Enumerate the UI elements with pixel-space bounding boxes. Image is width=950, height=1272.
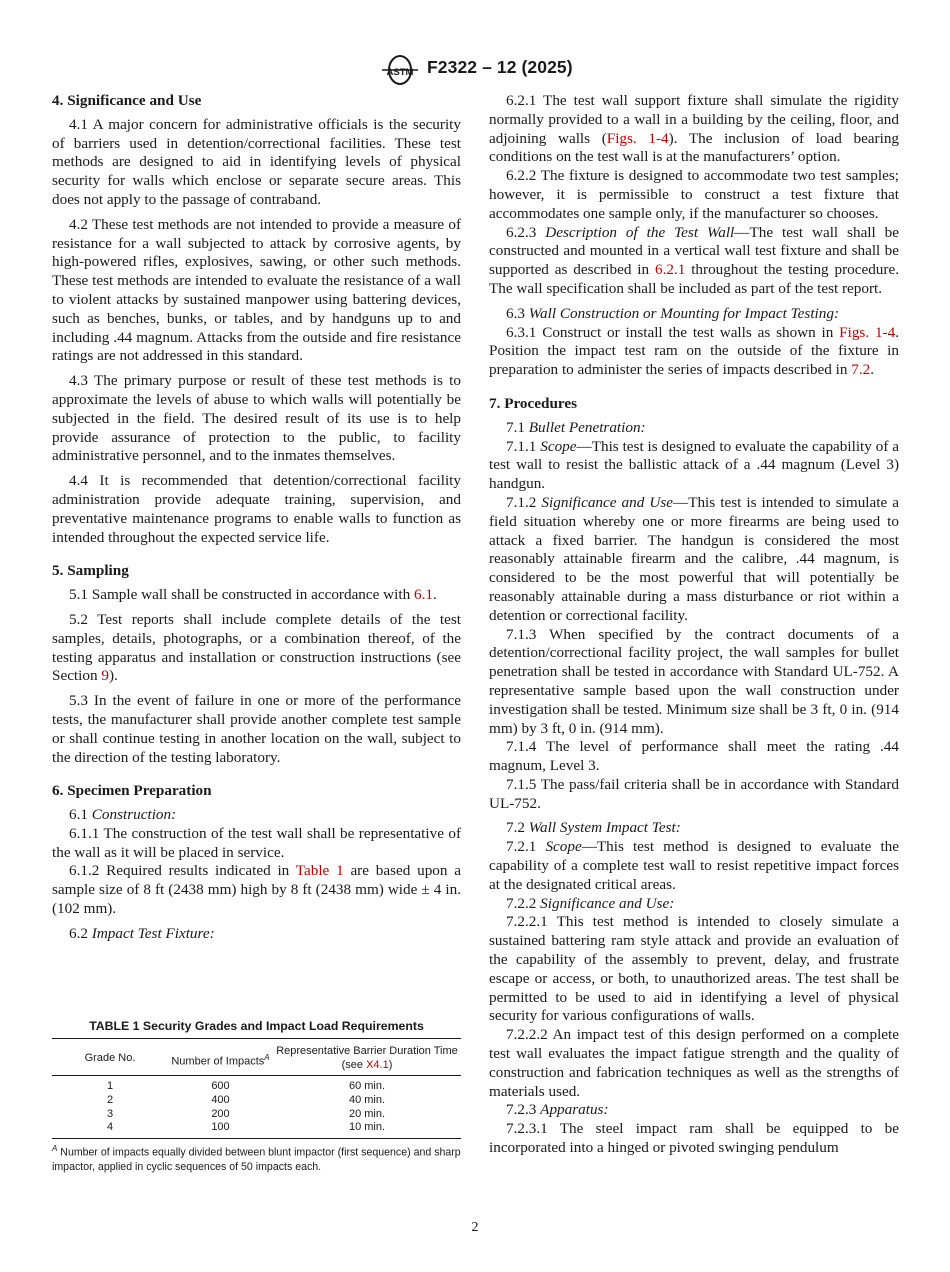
table-title: TABLE 1 Security Grades and Impact Load Requirements xyxy=(89,1019,424,1033)
paragraph-7-2-2-1: 7.2.2.1 This test method is intended to closely simulate a sustained battering ram style attack and provide an evaluation of the capability of the assembly to prevent, delay, and frustrate escape or access, or both, to unauthorized areas. The test shall be permitted to be used to aid in identifying a level of physical security for various configurations of walls. xyxy=(489,913,899,1025)
page-header xyxy=(0,55,950,85)
table-header-row xyxy=(52,1039,461,1075)
table-bottom-rule xyxy=(52,1138,461,1139)
paragraph-4-3: 4.3 The primary purpose or result of these test methods is to approximate the levels of abuse to which walls will potentially be subjected in the field. The desired result of its use is to help provide assurance of protection to the public, to facility administrative personnel, and to the inmates themselves. xyxy=(52,372,461,465)
paragraph-6-1-2: 6.1.2 Required results indicated in Table 1 are based upon a sample size of 8 ft (2438 mm) high by 8 ft (2438 mm) wide ± 4 in. (102 mm). xyxy=(52,862,462,918)
paragraph-5-1: 5.1 Sample wall shall be constructed in accordance with 6.1. xyxy=(69,586,437,604)
link-7-2[interactable]: 7.2 xyxy=(851,361,871,379)
paragraph-7-2-1: 7.2.1 Scope—This test method is designed to evaluate the capability of a complete test wall to resist repetitive impact forces at the designated critical areas. xyxy=(489,838,899,893)
paragraph-7-2-2: 7.2.2 Significance and Use: xyxy=(506,894,675,912)
standard-designation: F2322 – 12 (2025) xyxy=(427,57,573,77)
header-impacts: Number of Impacts$^A$ xyxy=(171,1053,270,1068)
table-body xyxy=(52,1076,461,1138)
paragraph-4-2: 4.2 These test methods are not intended to provide a measure of resistance for a wall subjected to attack by corrosive agents, by high-powered rifles, explosives, sawing, or other such methods. These test methods are intended to evaluate the resistance of a wall to violent attacks by sustained manpower using battering devices, such as benches, bunks, or tables, and by handguns up to and including .44 magnum. Attacks from the outside and fire resistance ratings are not addressed in this standard. xyxy=(52,215,461,365)
paragraph-7-1-4: 7.1.4 The level of performance shall meet the rating .44 magnum, Level 3. xyxy=(489,738,899,775)
paragraph-7-1-5: 7.1.5 The pass/fail criteria shall be in accordance with Standard UL-752. xyxy=(489,775,899,812)
paragraph-7-2-3: 7.2.3 Apparatus: xyxy=(506,1101,609,1119)
svg-text:ASTM: ASTM xyxy=(386,67,414,78)
paragraph-6-2-1: 6.2.1 The test wall support fixture shall simulate the rigidity normally provided to a wall in a building by the ceiling, floor, and adjoining walls (Figs. 1-4). The inclusion of load bearing conditions on the test wall is at the manufacturers’ option. xyxy=(489,92,900,166)
page-number: 2 xyxy=(471,1220,479,1235)
link-section-9[interactable]: 9 xyxy=(101,667,109,685)
right-column xyxy=(489,92,899,1158)
header-duration: Representative Barrier Duration Time (see X4.1) xyxy=(276,1045,458,1071)
link-6-2-1[interactable]: 6.2.1 xyxy=(654,261,686,279)
link-figs-1-4[interactable]: Figs. 1-4 xyxy=(606,129,669,147)
table-row: 2 400 40 min. xyxy=(106,1093,386,1106)
section-4-heading: 4. Significance and Use xyxy=(52,92,202,109)
paragraph-5-3: 5.3 In the event of failure in one or more of the performance tests, the manufacturer shall provide another complete test sample or shall continue testing in another location on the wall, subject to the direction of the testing laboratory. xyxy=(52,692,461,766)
paragraph-6-2: 6.2 Impact Test Fixture: xyxy=(69,924,215,942)
paragraph-6-2-3: 6.2.3 Description of the Test Wall—The test wall shall be constructed and mounted in a vertical wall test fixture and shall be supported as described in 6.2.1 throughout the testing procedure. The wall specification shall be included as part of the test report. xyxy=(489,223,899,297)
paragraph-6-1-1: 6.1.1 The construction of the test wall shall be representative of the wall as it will be placed in service. xyxy=(52,824,461,861)
table-1 xyxy=(52,1019,461,1174)
table-row: 3 200 20 min. xyxy=(106,1107,386,1120)
link-figs-1-4[interactable]: Figs. 1-4 xyxy=(839,323,896,341)
table-row: 1 600 60 min. xyxy=(106,1080,386,1092)
paragraph-7-1-3: 7.1.3 When specified by the contract documents of a detention/correctional facility project, the wall samples for bullet penetration shall be tested in accordance with Standard UL-752. A representative sample based upon the wall construction under investigation shall be tested. Minimum size shall be 3 ft, 0 in. (914 mm) by 3 ft, 0 in. (914 mm). xyxy=(489,625,899,737)
link-x4-1[interactable]: X4.1 xyxy=(366,1059,389,1071)
paragraph-4-4: 4.4 It is recommended that detention/correctional facility administration provide adequate training, supervision, and preventative maintenance programs to enable walls to function as intended throughout the expected service life. xyxy=(52,472,461,546)
table-footnote: $^A$ Number of impacts equally divided between blunt impactor (first sequence) and sharp impactor, applied in cyclic sequences of 50 impacts each. xyxy=(52,1144,461,1173)
paragraph-6-1: 6.1 Construction: xyxy=(69,806,177,824)
header-grade: Grade No. xyxy=(84,1052,136,1064)
left-column xyxy=(52,92,461,944)
link-table-1[interactable]: Table 1 xyxy=(295,862,344,880)
section-5-heading: 5. Sampling xyxy=(52,562,129,580)
paragraph-7-2-3-1: 7.2.3.1 The steel impact ram shall be equipped to be incorporated into a hinged or pivoted swinging pendulum xyxy=(489,1120,899,1157)
section-6-heading: 6. Specimen Preparation xyxy=(52,782,212,800)
table-row: 4 100 10 min. xyxy=(106,1121,386,1134)
paragraph-4-1: 4.1 A major concern for administrative officials is the security of barriers used in detention/correctional facilities. These test methods are designed to aid in identifying levels of physical security for walls which enclose or separate secure areas. This does not apply to the passage of contraband. xyxy=(52,115,461,208)
paragraph-7-1-2: 7.1.2 Significance and Use—This test is intended to simulate a field situation whereby one or more firearms are being used to attack a fixed barrier. The handgun is considered the most reasonably attainable firearm and the calibre, .44 magnum, is considered to be the most powerful that will potentially be reasonably attainable during a mass disturbance or riot within a detention or correctional facility. xyxy=(489,493,899,624)
paragraph-7-1: 7.1 Bullet Penetration: xyxy=(506,418,646,436)
section-7-heading: 7. Procedures xyxy=(489,394,578,412)
paragraph-7-2: 7.2 Wall System Impact Test: xyxy=(506,819,681,837)
paragraph-7-2-2-2: 7.2.2.2 An impact test of this design performed on a complete test wall evaluates the impact fatigue strength and the quality of construction and fabrication techniques as well as the strengths of materials used. xyxy=(489,1026,899,1100)
paragraph-7-1-1: 7.1.1 Scope—This test is designed to evaluate the capability of a test wall to resist the ballistic attack of a .44 magnum (Level 3) handgun. xyxy=(489,437,899,493)
paragraph-6-3-1: 6.3.1 Construct or install the test walls as shown in Figs. 1-4. Position the impact test ram on the outside of the fixture in preparation to administer the series of impacts described in 7.2. xyxy=(489,323,899,379)
paragraph-6-3: 6.3 Wall Construction or Mounting for Impact Testing: xyxy=(506,304,840,322)
link-6-1[interactable]: 6.1 xyxy=(413,586,433,604)
paragraph-5-2: 5.2 Test reports shall include complete details of the test samples, details, photographs, or a combination thereof, of the testing apparatus and installation or construction instructions (see Section 9). xyxy=(52,610,461,685)
paragraph-6-2-2: 6.2.2 The fixture is designed to accommodate two test samples; however, it is permissible to construct a test fixture that accommodates one sample only, if the manufacturer so chooses. xyxy=(489,167,899,222)
astm-logo-icon xyxy=(381,55,419,85)
